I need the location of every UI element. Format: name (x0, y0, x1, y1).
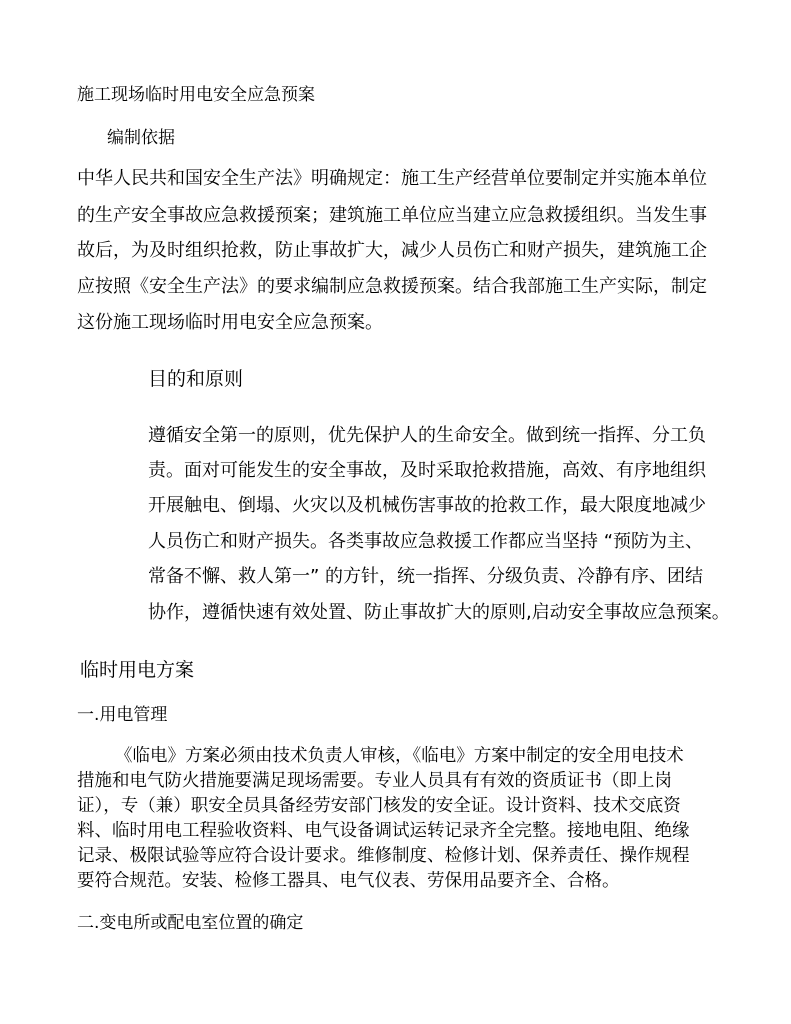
plan-heading: 临时用电方案 (80, 659, 195, 681)
section1-paragraph-line: 料、临时用电工程验收资料、电气设备调试运转记录齐全完整。接地电阻、绝缘 (77, 821, 690, 841)
basis-paragraph-line: 故后，为及时组织抢救，防止事故扩大，减少人员伤亡和财产损失，建筑施工企 (77, 240, 707, 261)
basis-paragraph-line: 中华人民共和国安全生产法》明确规定：施工生产经营单位要制定并实施本单位 (77, 168, 707, 189)
section1-paragraph-line: 《临电》方案必须由技术负责人审核，《临电》方案中制定的安全用电技术 (115, 746, 684, 766)
section1-paragraph-line: 措施和电气防火措施要满足现场需要。专业人员具有有效的资质证书（即上岗 (77, 771, 672, 791)
basis-paragraph-line: 应按照《安全生产法》的要求编制应急救援预案。结合我部施工生产实际，制定 (77, 276, 707, 297)
purpose-paragraph-line: 人员伤亡和财产损失。各类事故应急救援工作都应当坚持 “预防为主、 (148, 531, 704, 552)
section1-heading: 一.用电管理 (77, 705, 168, 725)
purpose-paragraph-line: 责。面对可能发生的安全事故，及时采取抢救措施，高效、有序地组织 (148, 460, 706, 481)
purpose-heading: 目的和原则 (148, 368, 244, 390)
basis-heading: 编制依据 (107, 128, 175, 148)
section1-paragraph-line: 要符合规范。安装、检修工器具、电气仪表、劳保用品要齐全、合格。 (77, 871, 620, 891)
section1-paragraph-line: 记录、极限试验等应符合设计要求。维修制度、检修计划、保养责任、操作规程 (77, 846, 690, 866)
purpose-paragraph-line: 遵循安全第一的原则，优先保护人的生命安全。做到统一指挥、分工负 (148, 425, 706, 446)
section2-heading: 二.变电所或配电室位置的确定 (77, 913, 304, 933)
purpose-paragraph-line: 协作，遵循快速有效处置、防止事故扩大的原则,启动安全事故应急预案。 (148, 602, 730, 623)
document-title: 施工现场临时用电安全应急预案 (77, 85, 315, 105)
purpose-paragraph-line: 开展触电、倒塌、火灾以及机械伤害事故的抢救工作，最大限度地减少 (148, 495, 706, 516)
basis-paragraph-line: 这份施工现场临时用电安全应急预案。 (77, 312, 383, 333)
basis-paragraph-line: 的生产安全事故应急救援预案；建筑施工单位应当建立应急救援组织。当发生事 (77, 205, 707, 226)
purpose-paragraph-line: 常备不懈、救人第一” 的方针，统一指挥、分级负责、冷静有序、团结 (148, 566, 704, 587)
section1-paragraph-line: 证），专（兼）职安全员具备经劳安部门核发的安全证。设计资料、技术交底资 (77, 796, 681, 816)
